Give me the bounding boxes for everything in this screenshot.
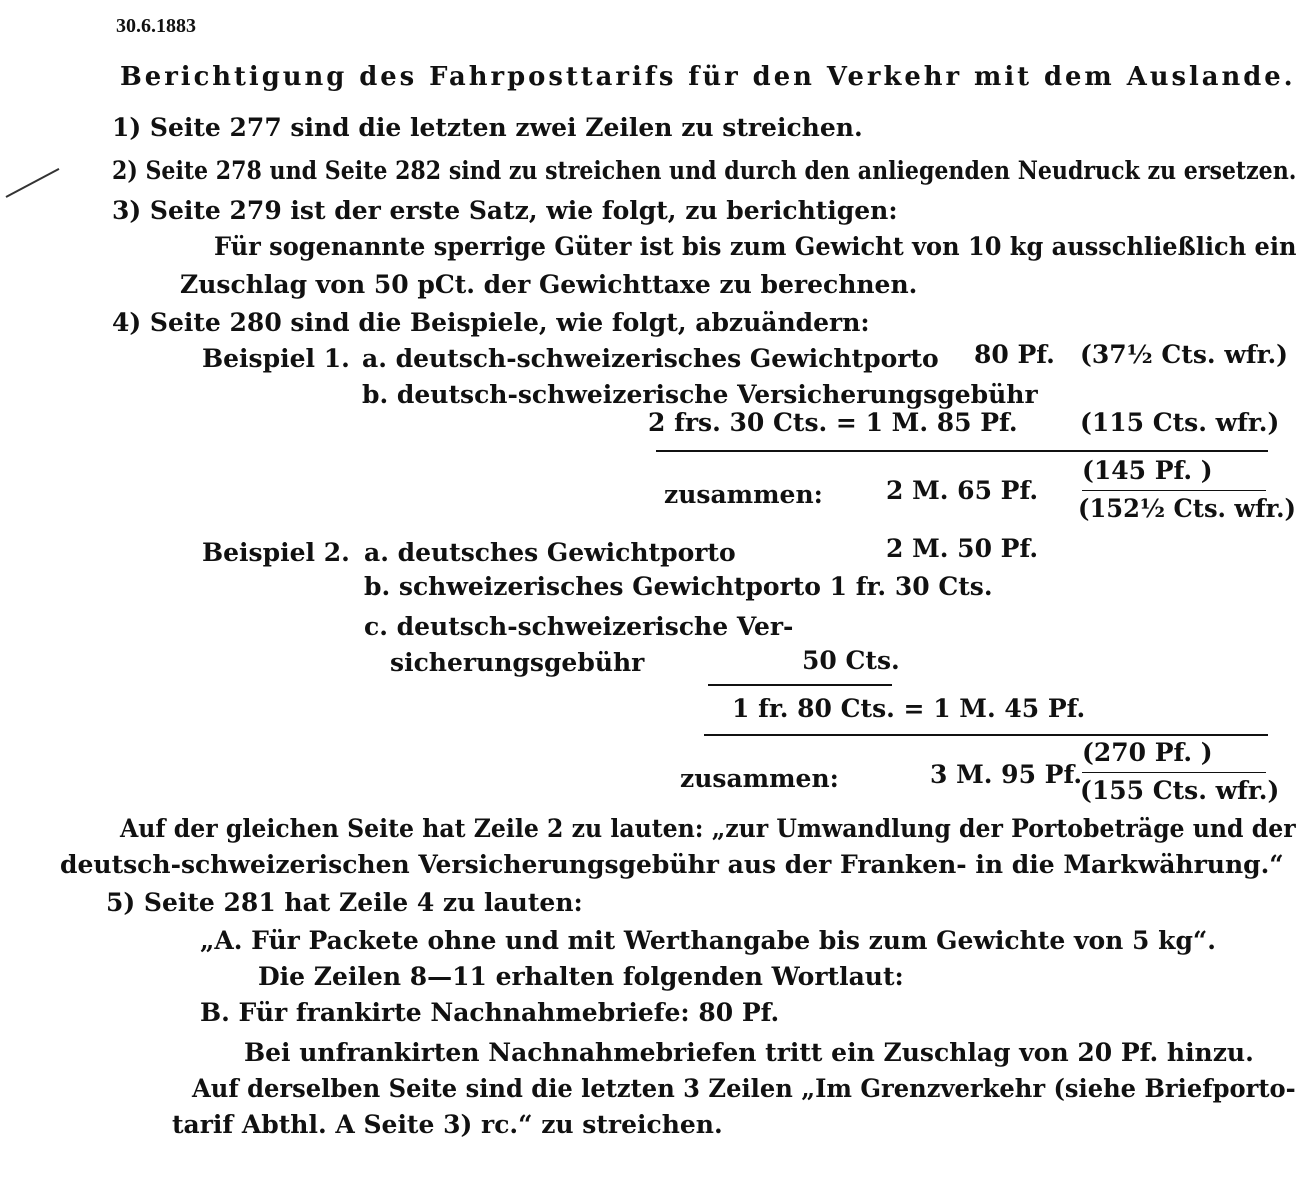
example-1-item-b-amount: 2 frs. 30 Cts. = 1 M. 85 Pf. (648, 408, 1018, 437)
item-5-line-c: B. Für frankirte Nachnahmebriefe: 80 Pf. (200, 998, 780, 1027)
document-date: 30.6.1883 (116, 15, 196, 37)
item-5-line-a: „A. Für Packete ohne und mit Werthangabe bis zum Gewichte von 5 kg“. (200, 926, 1217, 955)
item-5-line-d: Bei unfrankirten Nachnahmebriefen tritt ein Zuschlag von 20 Pf. hinzu. (244, 1038, 1254, 1067)
example-2-item-a: a. deutsches Gewichtporto (364, 538, 736, 567)
example-2-item-a-amount: 2 M. 50 Pf. (886, 534, 1039, 563)
paragraph-line-1: Auf der gleichen Seite hat Zeile 2 zu lauten: „zur Umwandlung der Portobeträge und der (120, 814, 1296, 843)
example-2-sum-label: zusammen: (680, 764, 839, 793)
example-1-sum-rule (656, 450, 1268, 452)
example-1-sum-label: zusammen: (664, 480, 823, 509)
example-1-item-a-amount: 80 Pf. (974, 340, 1055, 369)
item-5-line-f: tarif Abthl. A Seite 3) rc.“ zu streichen. (172, 1110, 723, 1139)
example-1-fraction-rule (1082, 490, 1266, 491)
example-2-subtotal-rule (708, 684, 892, 686)
example-1-sum-pf: (145 Pf. ) (1082, 456, 1213, 485)
item-3-text-line-1: Für sogenannte sperrige Güter ist bis zum Gewicht von 10 kg ausschließlich ein (214, 232, 1297, 261)
item-4: 4) Seite 280 sind die Beispiele, wie folgt, abzuändern: (112, 308, 870, 337)
example-1-sum-amount: 2 M. 65 Pf. (886, 476, 1039, 505)
paragraph-line-2: deutsch-schweizerischen Versicherungsgebühr aus der Franken- in die Markwährung.“ (60, 850, 1284, 879)
item-1: 1) Seite 277 sind die letzten zwei Zeilen zu streichen. (112, 113, 863, 142)
example-2-sum-amount: 3 M. 95 Pf. (930, 760, 1083, 789)
example-2-item-b: b. schweizerisches Gewichtporto 1 fr. 30 Cts. (364, 572, 993, 601)
item-2: 2) Seite 278 und Seite 282 sind zu streichen und durch den anliegenden Neudruck zu ersetzen. (112, 156, 1297, 185)
margin-mark (6, 168, 60, 198)
document-title: Berichtigung des Fahrposttarifs für den Verkehr mit dem Auslande. (120, 62, 1296, 92)
item-3: 3) Seite 279 ist der erste Satz, wie folgt, zu berichtigen: (112, 196, 898, 225)
example-2-item-c: c. deutsch-schweizerische Ver- (364, 612, 794, 641)
example-2-fraction-rule (1082, 772, 1266, 773)
example-1-sum-cts: (152½ Cts. wfr.) (1078, 494, 1296, 523)
item-5-line-e: Auf derselben Seite sind die letzten 3 Zeilen „Im Grenzverkehr (siehe Briefporto- (192, 1074, 1296, 1103)
example-1-item-a-cts: (37½ Cts. wfr.) (1080, 340, 1289, 369)
example-1-item-b-cts: (115 Cts. wfr.) (1080, 408, 1280, 437)
item-5: 5) Seite 281 hat Zeile 4 zu lauten: (106, 888, 583, 917)
example-1-label: Beispiel 1. (202, 344, 350, 373)
example-2-label: Beispiel 2. (202, 538, 350, 567)
example-2-sum-cts: (155 Cts. wfr.) (1080, 776, 1280, 805)
item-3-text-line-2: Zuschlag von 50 pCt. der Gewichttaxe zu berechnen. (180, 270, 918, 299)
example-1-item-b: b. deutsch-schweizerische Versicherungsgebühr (362, 380, 1038, 409)
example-2-item-c-line-2: sicherungsgebühr (390, 648, 645, 677)
example-2-sum-pf: (270 Pf. ) (1082, 738, 1213, 767)
example-2-sum-rule (704, 734, 1268, 736)
item-5-line-b: Die Zeilen 8—11 erhalten folgenden Wortlaut: (258, 962, 904, 991)
example-1-item-a: a. deutsch-schweizerisches Gewichtporto (362, 344, 939, 373)
example-2-item-c-amount: 50 Cts. (802, 646, 900, 675)
example-2-subtotal: 1 fr. 80 Cts. = 1 M. 45 Pf. (732, 694, 1086, 723)
